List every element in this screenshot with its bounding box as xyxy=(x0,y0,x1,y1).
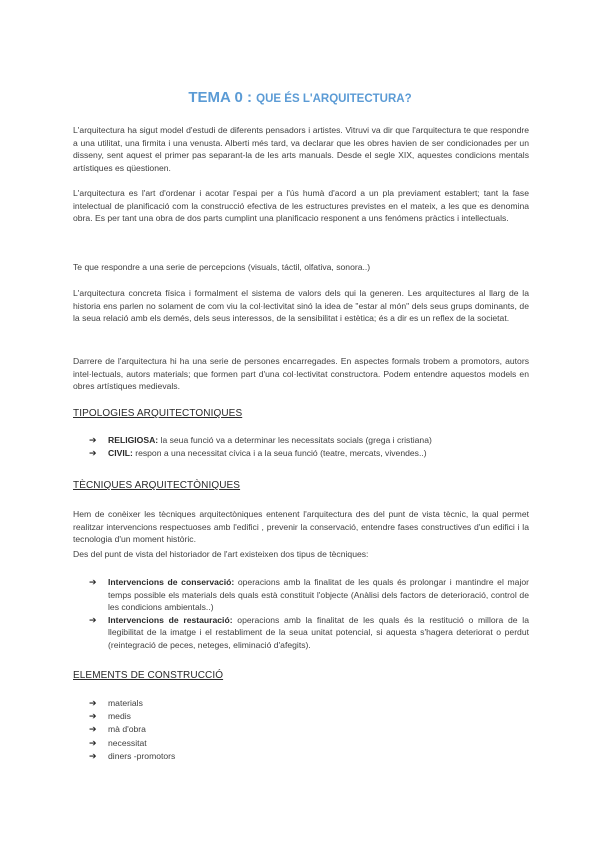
item-text: medis xyxy=(108,711,131,722)
heading-tipologies: TIPOLOGIES ARQUITECTONIQUES xyxy=(73,408,243,419)
page-title xyxy=(0,89,600,107)
paragraph-values: L'arquitectura concreta física i formalment el sistema de valors dels qui la generen. Les arquitectures al llarg de la historia ens parlen no solament de com viu la col·lectivitat sinó la idea de "estar al món" dels seus grups dominants, de la seua relació amb els demés, dels seus interessos, de la sensibilitat i estètica; és a dir es un reflex de la societat. xyxy=(73,288,529,324)
arrow-icon: ➔ xyxy=(89,577,97,587)
item-label: Intervencions de conservació: xyxy=(108,577,235,587)
list-item xyxy=(89,576,529,614)
item-text: diners -promotors xyxy=(108,750,176,761)
heading-tecniques: TÈCNIQUES ARQUITECTÒNIQUES xyxy=(73,480,241,491)
paragraph-tecniques-intro2: Des del punt de vista del historiador de l'art existeixen dos tipus de tècniques: xyxy=(73,549,369,559)
item-label: RELIGIOSA: xyxy=(108,435,159,445)
paragraph-tecniques-intro: Hem de conèixer les tècniques arquitectòniques entenent l'arquitectura des del punt de vista tècnic, la qual permet realitzar intervencions respectuoses amb l'edifici , prevenir la conservació, entendre fases constructives d'un edifici i la tecnologia d'un moment històric. xyxy=(73,509,529,545)
title-sub: QUE ÉS L'ARQUITECTURA? xyxy=(256,93,412,105)
arrow-icon: ➔ xyxy=(89,737,97,748)
list-item xyxy=(89,710,529,723)
list-item xyxy=(89,750,529,763)
paragraph-people: Darrere de l'arquitectura hi ha una serie de persones encarregades. En aspectes formals trobem a promotors, autors intel·lectuals, autors materials; que formen part d'una col·lectivitat constructora. Podem entendre aquestos models en obres artístiques medievals. xyxy=(73,356,529,392)
list-item xyxy=(89,723,529,736)
arrow-icon: ➔ xyxy=(89,435,97,445)
paragraph-intro: L'arquitectura ha sigut model d'estudi de diferents pensadors i artistes. Vitruvi va dir que l'arquitectura te que respondre a una utilitat, una firmita i una venusta. Alberti més tard, va declarar que les obres havien de ser condicionades per un disseny, sent aquest el primer pas separant-la de les arts manuals. Desde el segle XIX, aquestes condicions mentals artístiques es qüestionen. xyxy=(73,125,529,173)
heading-elements: ELEMENTS DE CONSTRUCCIÓ xyxy=(73,670,224,681)
item-text: operacions amb la finalitat de les quals és la restitució o millora de la llegibilitat de la imatge i el restabliment de la seua unitat potencial, si aquesta s'hagera deteriorat o perdut (reintegració de peces, neteges, eliminació d'afegits). xyxy=(108,614,529,650)
item-label: Intervencions de restauració: xyxy=(108,614,233,625)
list-item xyxy=(89,697,529,710)
list-tecniques xyxy=(89,576,529,652)
item-text: respon a una necessitat cívica i a la seua funció (teatre, mercats, vivendes..) xyxy=(132,447,427,458)
arrow-icon: ➔ xyxy=(89,724,97,735)
arrow-icon: ➔ xyxy=(89,447,97,458)
arrow-icon: ➔ xyxy=(89,614,97,625)
item-text: necessitat xyxy=(108,737,147,748)
arrow-icon: ➔ xyxy=(89,750,97,761)
list-item xyxy=(89,447,529,460)
item-text: materials xyxy=(108,698,143,708)
list-elements xyxy=(89,697,529,763)
item-text: mà d'obra xyxy=(108,724,146,735)
arrow-icon: ➔ xyxy=(89,711,97,722)
item-text: la seua funció va a determinar les necessitats socials (grega i cristiana) xyxy=(158,435,432,445)
paragraph-definition: L'arquitectura es l'art d'ordenar i acotar l'espai per a l'ús humà d'acord a un pla previament establert; tant la fase intelectual de planificació com la construcció efectiva de les estructures previstes en el mateix, a les que es denomina obra. Es per tant una obra de dos parts cumplint una planificacio responent a uns fenómens pràctics i intellectuals. xyxy=(73,188,529,224)
arrow-icon: ➔ xyxy=(89,698,97,708)
item-text: operacions amb la finalitat de les quals és prolongar i mantindre el major temps possible els materials dels quals està constituit l'objecte (Anàlisi dels factors de deterioració, control de les condicions ambientals..) xyxy=(108,577,530,613)
list-item xyxy=(89,737,529,750)
list-item xyxy=(89,614,529,652)
title-main: TEMA 0 : xyxy=(188,89,257,106)
paragraph-perceptions: Te que respondre a una serie de percepcions (visuals, táctil, olfativa, sonora..) xyxy=(73,262,371,272)
item-label: CIVIL: xyxy=(108,447,133,458)
list-item xyxy=(89,434,529,447)
list-tipologies xyxy=(89,434,529,459)
